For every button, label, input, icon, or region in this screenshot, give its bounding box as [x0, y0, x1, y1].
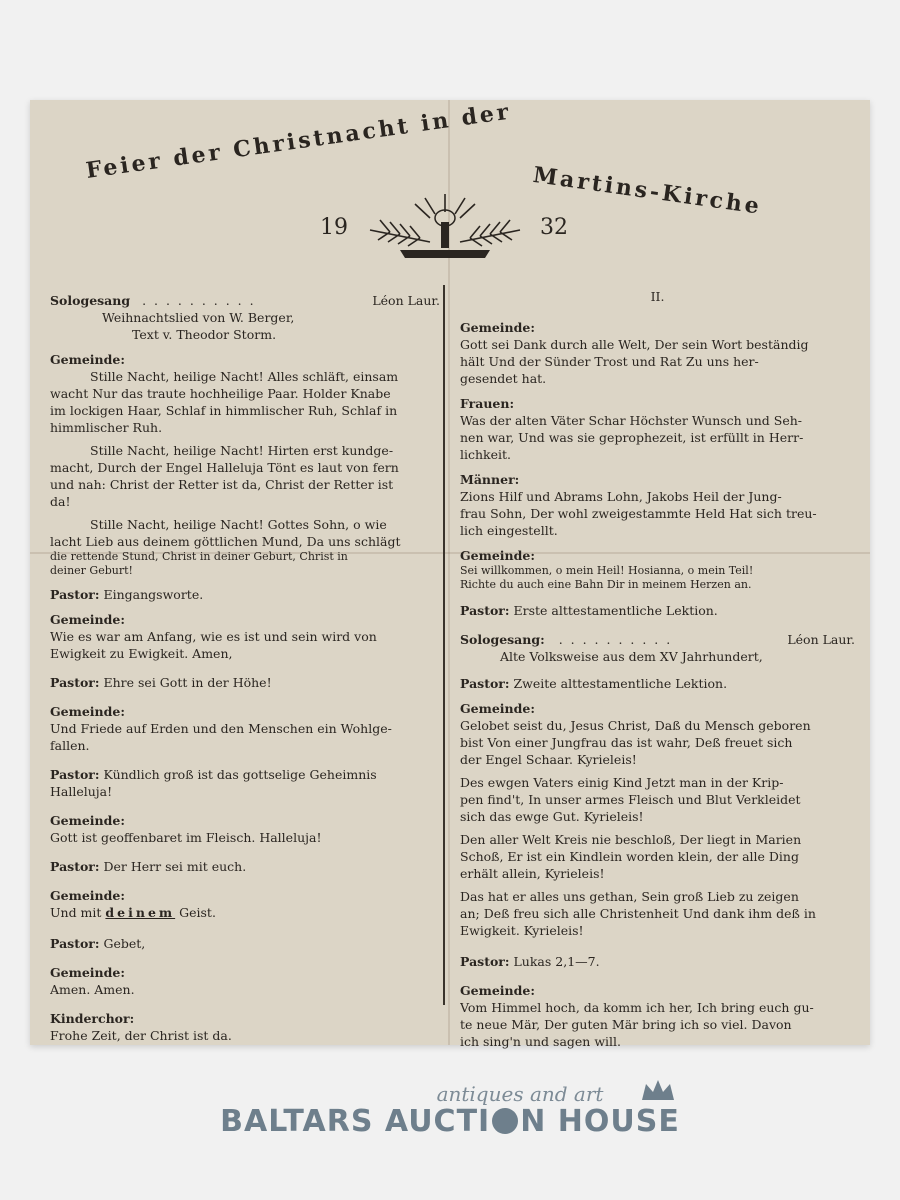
- solo-line-1: Weihnachtslied von W. Berger,: [102, 310, 295, 325]
- verse-line: Schoß, Er ist ein Kindlein worden klein, der alle Ding: [460, 849, 799, 864]
- pastor-text: Eingangsworte.: [103, 587, 204, 602]
- gemeinde-section: [50, 703, 440, 754]
- solo-line: Alte Volksweise aus dem XV Jahrhundert,: [500, 649, 763, 664]
- verse-line: lacht Lieb aus deinem göttlichen Mund, Da uns schlägt: [50, 534, 401, 549]
- response-line: Und Friede auf Erden und den Menschen ein Wohlge-: [50, 721, 392, 736]
- gemeinde-label: Gemeinde:: [460, 983, 535, 998]
- verse-line: wacht Nur das traute hochheilige Paar. Holder Knabe: [50, 386, 391, 401]
- pastor-section: [50, 858, 440, 875]
- column-divider: [443, 285, 445, 1005]
- kinderchor-label: Kinderchor:: [50, 1011, 135, 1026]
- pastor-label: Pastor:: [50, 767, 100, 782]
- pastor-section: [50, 674, 440, 691]
- verse-line: da!: [50, 494, 71, 509]
- gemeinde-label: Gemeinde:: [50, 965, 125, 980]
- verse-line: Zions Hilf und Abrams Lohn, Jakobs Heil der Jung-: [460, 489, 782, 504]
- verse-line: Gelobet seist du, Jesus Christ, Daß du Mensch geboren: [460, 718, 811, 733]
- auction-watermark: [0, 1082, 900, 1139]
- solo-composer: Léon Laur.: [372, 293, 440, 308]
- solo-section: [460, 631, 855, 665]
- candle-fir-ornament-icon: [360, 190, 530, 260]
- response-line: fallen.: [50, 738, 90, 753]
- watermark-tagline: antiques and art: [436, 1082, 604, 1106]
- gemeinde-section: [460, 319, 855, 387]
- pastor-text: Ehre sei Gott in der Höhe!: [103, 675, 272, 690]
- watermark-brand-start: BALTARS AUCTI: [220, 1104, 491, 1139]
- section-number: II.: [650, 289, 665, 304]
- verse-line: lich eingestellt.: [460, 523, 558, 538]
- verse-line: und nah: Christ der Retter ist da, Christ der Retter ist: [50, 477, 394, 492]
- verse-line: der Engel Schaar. Kyrieleis!: [460, 752, 637, 767]
- verse-line: Den aller Welt Kreis nie beschloß, Der liegt in Marien: [460, 832, 802, 847]
- solo-section: [50, 292, 440, 343]
- year-right: 32: [540, 215, 568, 240]
- maenner-label: Männer:: [460, 472, 520, 487]
- pastor-section: [460, 675, 855, 692]
- gemeinde-label: Gemeinde:: [50, 813, 125, 828]
- gemeinde-section: [50, 887, 440, 921]
- verse-line: die rettende Stund, Christ in deiner Geburt, Christ in: [50, 550, 348, 563]
- watermark-o-icon: [492, 1108, 518, 1134]
- verse-line: erhält allein, Kyrieleis!: [460, 866, 605, 881]
- response-line: Wie es war am Anfang, wie es ist und sein wird von: [50, 629, 377, 644]
- verse-line: Vom Himmel hoch, da komm ich her, Ich bring euch gu-: [460, 1000, 814, 1015]
- verse-line: Stille Nacht, heilige Nacht! Hirten erst kundge-: [90, 443, 394, 458]
- right-column: [460, 288, 855, 1058]
- response-line: Amen. Amen.: [50, 982, 135, 997]
- verse-line: Stille Nacht, heilige Nacht! Alles schläft, einsam: [90, 369, 399, 384]
- pastor-section: [460, 953, 855, 970]
- watermark-brand: [0, 1104, 900, 1139]
- pastor-label: Pastor:: [460, 676, 510, 691]
- verse-line: Was der alten Väter Schar Höchster Wunsch und Seh-: [460, 413, 803, 428]
- verse-line: Richte du auch eine Bahn Dir in meinem Herzen an.: [460, 578, 752, 591]
- response-line: Gott ist geoffenbaret im Fleisch. Halleluja!: [50, 830, 322, 845]
- gemeinde-label: Gemeinde:: [460, 548, 535, 563]
- solo-line-2: Text v. Theodor Storm.: [132, 327, 277, 342]
- maenner-section: [460, 471, 855, 539]
- pastor-section: [50, 935, 440, 952]
- verse-line: gesendet hat.: [460, 371, 547, 386]
- gemeinde-label: Gemeinde:: [50, 704, 125, 719]
- pastor-label: Pastor:: [50, 859, 100, 874]
- pastor-text: Gebet,: [103, 936, 146, 951]
- gemeinde-section: [460, 700, 855, 939]
- verse-line: macht, Durch der Engel Halleluja Tönt es laut von fern: [50, 460, 399, 475]
- pastor-text: Kündlich groß ist das gottselige Geheimnis: [103, 767, 377, 782]
- verse-line: Gott sei Dank durch alle Welt, Der sein Wort beständig: [460, 337, 809, 352]
- gemeinde-section: [460, 547, 855, 592]
- frauen-section: [460, 395, 855, 463]
- solo-composer: Léon Laur.: [787, 632, 855, 647]
- gemeinde-label: Gemeinde:: [460, 320, 535, 335]
- program-header: [30, 100, 870, 260]
- pastor-text: Zweite alttestamentliche Lektion.: [513, 676, 728, 691]
- gemeinde-label: Gemeinde:: [50, 888, 125, 903]
- verse-line: nen war, Und was sie geprophezeit, ist erfüllt in Herr-: [460, 430, 804, 445]
- gemeinde-label: Gemeinde:: [50, 612, 125, 627]
- solo-label: Sologesang:: [460, 632, 545, 647]
- verse-line: bist Von einer Jungfrau das ist wahr, Deß freuet sich: [460, 735, 793, 750]
- pastor-label: Pastor:: [50, 675, 100, 690]
- pastor-text: Der Herr sei mit euch.: [103, 859, 247, 874]
- response-line: Ewigkeit zu Ewigkeit. Amen,: [50, 646, 233, 661]
- crown-icon: [640, 1078, 676, 1102]
- verse-line: Sei willkommen, o mein Heil! Hosianna, o mein Teil!: [460, 564, 754, 577]
- frauen-label: Frauen:: [460, 396, 515, 411]
- pastor-text: Lukas 2,1—7.: [513, 954, 600, 969]
- verse-line: sich das ewge Gut. Kyrieleis!: [460, 809, 644, 824]
- pastor-label: Pastor:: [50, 587, 100, 602]
- verse-line: Das hat er alles uns gethan, Sein groß Lieb zu zeigen: [460, 889, 799, 904]
- response-pre: Und mit: [50, 905, 102, 920]
- response-emphasis: deinem: [105, 905, 176, 920]
- response-post: Geist.: [179, 905, 216, 920]
- title-right: Martins-Kirche: [531, 162, 764, 220]
- pastor-section: [50, 766, 440, 800]
- watermark-brand-end: N HOUSE: [520, 1104, 680, 1139]
- verse-line: deiner Geburt!: [50, 564, 133, 577]
- solo-dots: . . . . . . . . . .: [558, 632, 673, 647]
- kinderchor-section: [50, 1010, 440, 1044]
- pastor-text-2: Halleluja!: [50, 784, 113, 799]
- verse-line: an; Deß freu sich alle Christenheit Und dank ihm deß in: [460, 906, 816, 921]
- verse-line: pen find't, In unser armes Fleisch und Blut Verkleidet: [460, 792, 801, 807]
- year-left: 19: [320, 215, 348, 240]
- gemeinde-section: [50, 964, 440, 998]
- kinderchor-text: Frohe Zeit, der Christ ist da.: [50, 1028, 232, 1043]
- verse-line: himmlischer Ruh.: [50, 420, 163, 435]
- pastor-label: Pastor:: [460, 954, 510, 969]
- gemeinde-label: Gemeinde:: [50, 352, 125, 367]
- gemeinde-section: [50, 611, 440, 662]
- verse-line: frau Sohn, Der wohl zweigestammte Held Hat sich treu-: [460, 506, 817, 521]
- pastor-label: Pastor:: [50, 936, 100, 951]
- verse-line: ich sing'n und sagen will.: [460, 1034, 621, 1049]
- solo-dots: . . . . . . . . . .: [142, 293, 256, 308]
- verse-line: hält Und der Sünder Trost und Rat Zu uns her-: [460, 354, 759, 369]
- verse-line: Stille Nacht, heilige Nacht! Gottes Sohn, o wie: [90, 517, 387, 532]
- solo-label: Sologesang: [50, 293, 131, 308]
- pastor-section: [460, 602, 855, 619]
- title-left: Feier der Christnacht in der: [84, 98, 513, 184]
- verse-line: Ewigkeit. Kyrieleis!: [460, 923, 584, 938]
- gemeinde-section: [50, 351, 440, 578]
- gemeinde-section: [460, 982, 855, 1050]
- gemeinde-label: Gemeinde:: [460, 701, 535, 716]
- left-column: [50, 292, 440, 1052]
- program-sheet: [30, 98, 870, 1049]
- pastor-label: Pastor:: [460, 603, 510, 618]
- verse-line: te neue Mär, Der guten Mär bring ich so viel. Davon: [460, 1017, 792, 1032]
- gemeinde-section: [50, 812, 440, 846]
- pastor-section: [50, 586, 440, 603]
- pastor-text: Erste alttestamentliche Lektion.: [513, 603, 718, 618]
- verse-line: Des ewgen Vaters einig Kind Jetzt man in der Krip-: [460, 775, 784, 790]
- verse-line: lichkeit.: [460, 447, 512, 462]
- verse-line: im lockigen Haar, Schlaf in himmlischer Ruh, Schlaf in: [50, 403, 398, 418]
